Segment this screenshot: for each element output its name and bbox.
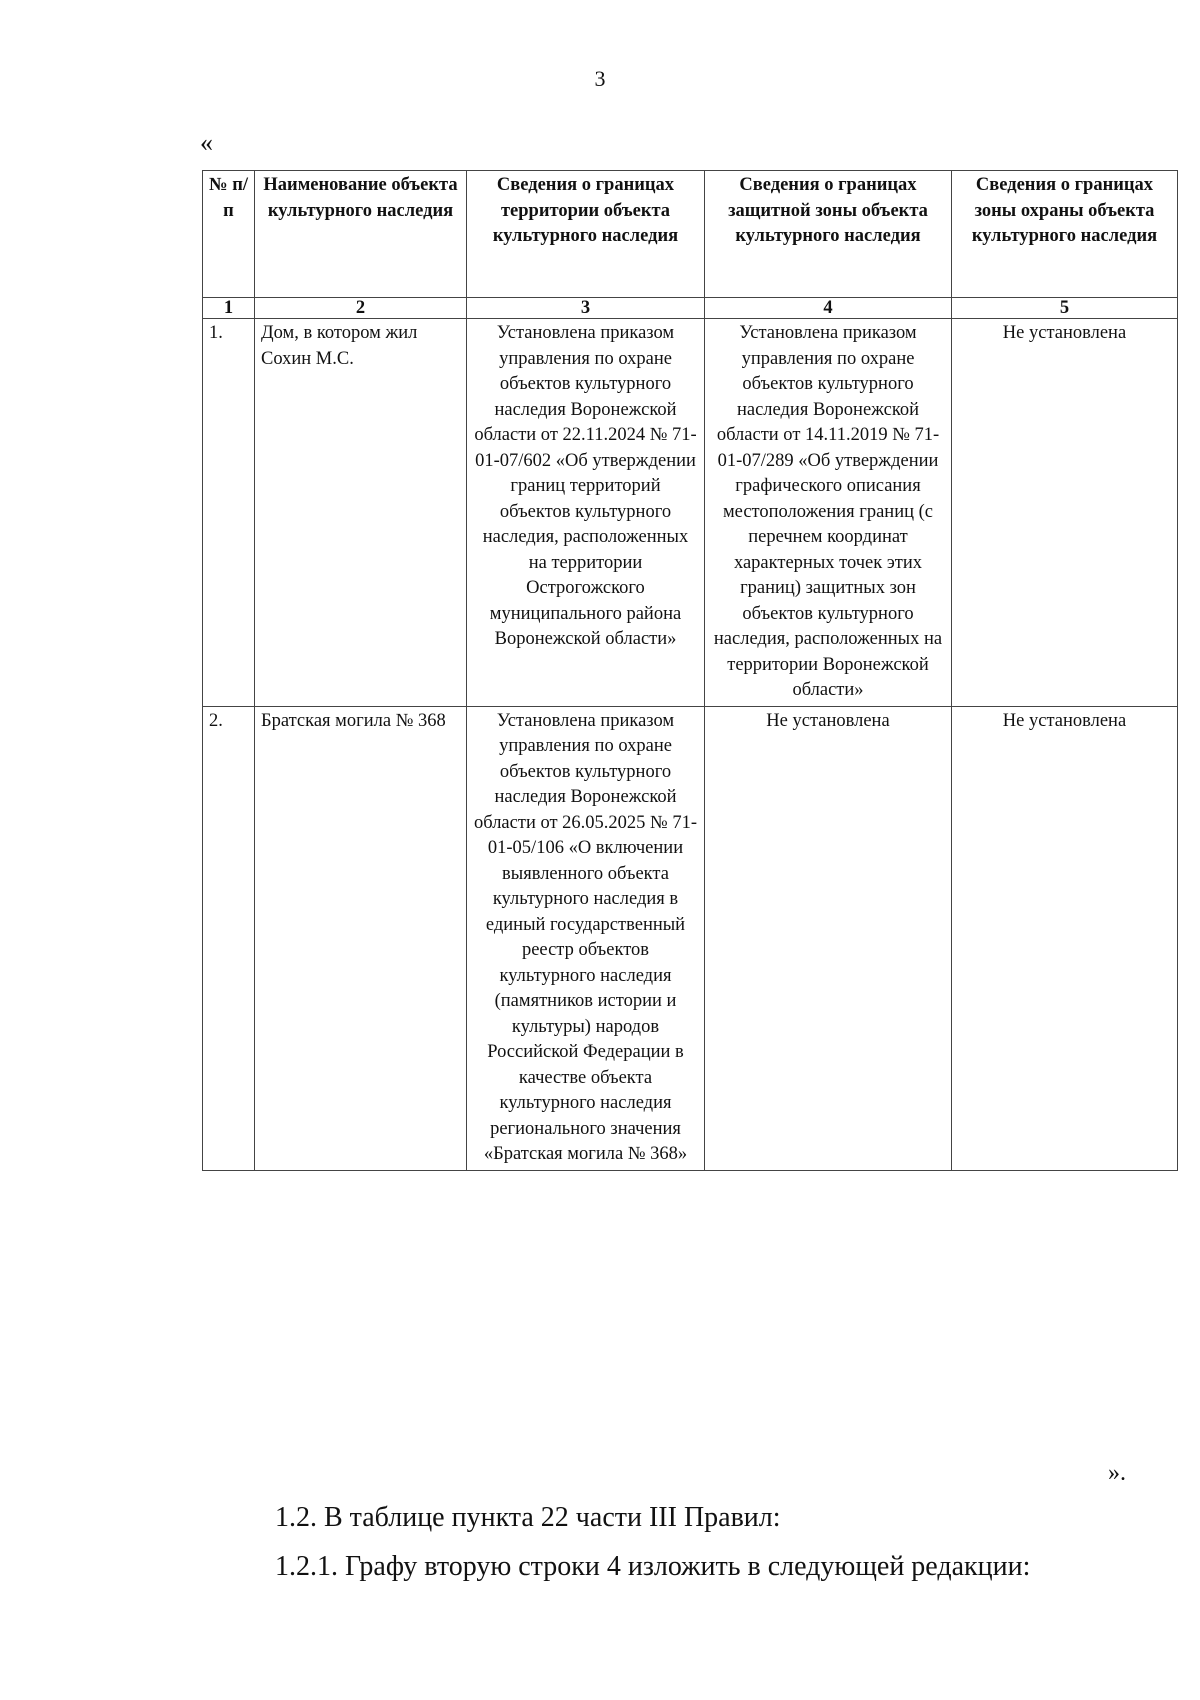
table-row (203, 706, 1178, 1170)
page-number: 3 (594, 66, 606, 91)
header-territory-boundaries: Сведения о границах территории объекта культурного наследия (467, 171, 705, 298)
protection-zone-cell: Не установлена (952, 319, 1178, 707)
column-number: 3 (467, 298, 705, 319)
protection-zone-cell: Не установлена (952, 706, 1178, 1170)
header-protective-zone-boundaries: Сведения о границах защитной зоны объекта культурного наследия (705, 171, 952, 298)
opening-quote: « (200, 128, 213, 157)
territory-cell: Установлена приказом управления по охране объектов культурного наследия Воронежской области от 26.05.2025 № 71-01-05/106 «О включении выявленного объекта культурного наследия в единый государственный реестр объектов культурного наследия (памятников истории и культуры) народов Российской Федерации в качестве объекта культурного наследия регионального значения «Братская могила № 368» (467, 706, 705, 1170)
header-object-name: Наименование объекта культурного наследия (255, 171, 467, 298)
protective-zone-cell: Установлена приказом управления по охране объектов культурного наследия Воронежской области от 14.11.2019 № 71-01-07/289 «Об утверждении графического описания местоположения границ (с перечнем координат характерных точек этих границ) защитных зон объектов культурного наследия, расположенных на территории Воронежской области» (705, 319, 952, 707)
table-row (203, 319, 1178, 707)
protective-zone-cell: Не установлена (705, 706, 952, 1170)
object-name-cell: Братская могила № 368 (255, 706, 467, 1170)
object-name-cell: Дом, в котором жил Сохин М.С. (255, 319, 467, 707)
heritage-table (202, 170, 1178, 1171)
column-number: 1 (203, 298, 255, 319)
closing-quote: ». (1108, 1460, 1126, 1486)
column-number: 5 (952, 298, 1178, 319)
paragraph-1-2-1: 1.2.1. Графу вторую строки 4 изложить в следующей редакции: (275, 1551, 1031, 1582)
column-number: 4 (705, 298, 952, 319)
column-number: 2 (255, 298, 467, 319)
header-protection-zone-boundaries: Сведения о границах зоны охраны объекта культурного наследия (952, 171, 1178, 298)
row-number: 1. (203, 319, 255, 707)
column-number-row (203, 298, 1178, 319)
table-header-row (203, 171, 1178, 298)
territory-cell: Установлена приказом управления по охране объектов культурного наследия Воронежской области от 22.11.2024 № 71-01-07/602 «Об утверждении границ территорий объектов культурного наследия, расположенных на территории Острогожского муниципального района Воронежской области» (467, 319, 705, 707)
row-number: 2. (203, 706, 255, 1170)
paragraph-1-2: 1.2. В таблице пункта 22 части III Правил: (275, 1502, 781, 1533)
header-number: № п/п (203, 171, 255, 298)
